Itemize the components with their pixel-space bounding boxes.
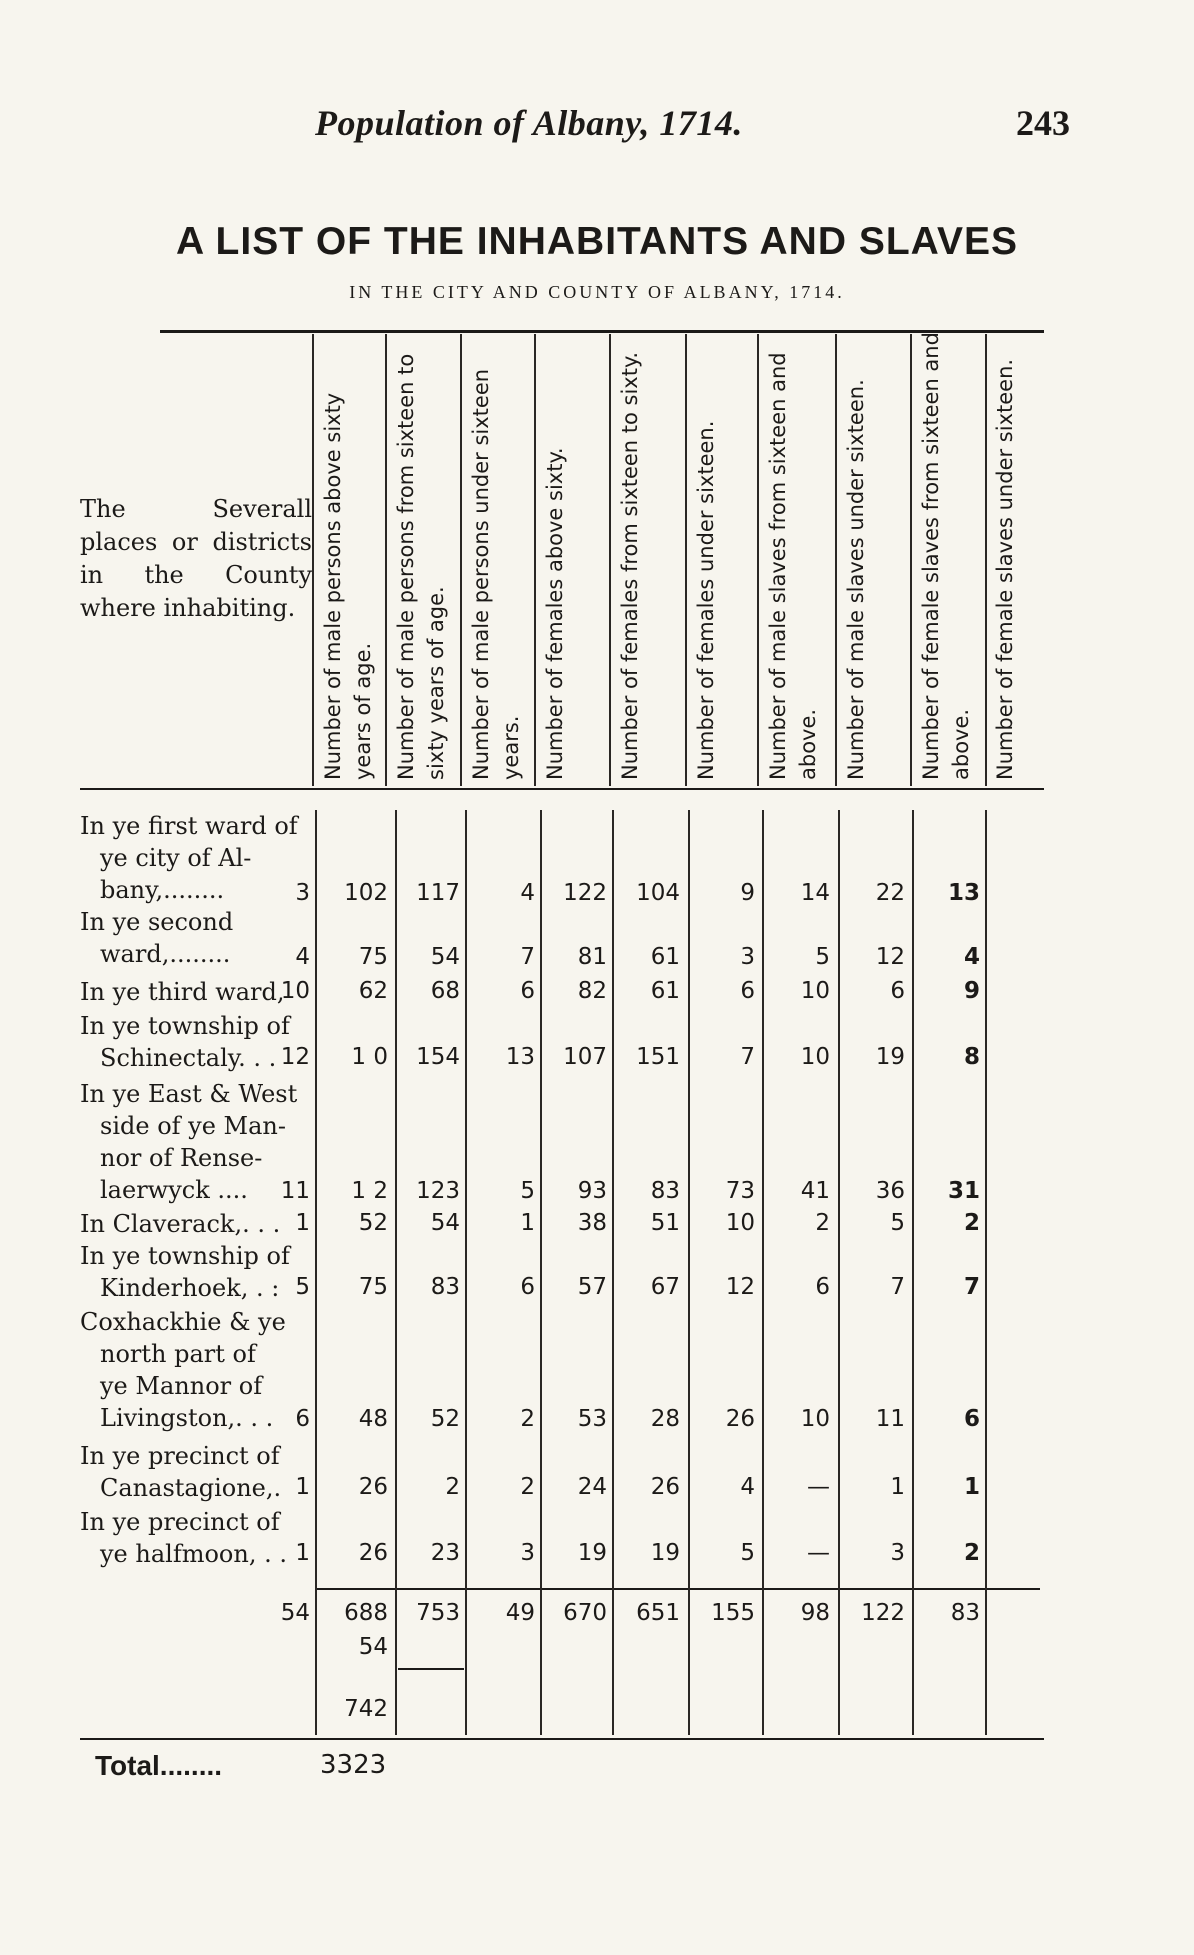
- row-label-line: In ye second: [80, 908, 234, 936]
- column-divider: [757, 334, 759, 786]
- table-cell: 75: [358, 944, 388, 970]
- table-cell: 75: [358, 1274, 388, 1300]
- table-cell: 10: [800, 1406, 830, 1432]
- table-cell: —: [807, 1474, 830, 1500]
- table-cell: 36: [875, 1178, 905, 1204]
- header-rule: [80, 788, 1044, 790]
- table-cell: 9: [740, 880, 755, 906]
- table-cell: 53: [577, 1406, 607, 1432]
- table-cell: 93: [577, 1178, 607, 1204]
- table-cell: 2: [520, 1406, 535, 1432]
- table-cell: 123: [416, 1178, 460, 1204]
- table-cell: 4: [295, 944, 310, 970]
- table-cell: 5: [295, 1274, 310, 1300]
- table-cell: 10: [725, 1210, 755, 1236]
- table-cell: 5: [520, 1178, 535, 1204]
- table-cell: 1: [295, 1210, 310, 1236]
- column-divider: [612, 810, 614, 1735]
- table-cell: 52: [430, 1406, 460, 1432]
- table-cell: 6: [520, 978, 535, 1004]
- table-cell: 61: [650, 944, 680, 970]
- column-divider: [315, 810, 317, 1735]
- table-cell: 3: [295, 880, 310, 906]
- row-label-line: bany,........: [100, 876, 225, 904]
- grand-total-value: 3323: [320, 1750, 387, 1780]
- row-label-line: ward,........: [100, 940, 231, 968]
- table-cell: 2: [445, 1474, 460, 1500]
- table-cell: 1: [520, 1210, 535, 1236]
- column-divider: [395, 810, 397, 1735]
- table-cell: 7: [890, 1274, 905, 1300]
- table-cell: 83: [430, 1274, 460, 1300]
- table-cell: 51: [650, 1210, 680, 1236]
- column-divider: [912, 810, 914, 1735]
- column-divider: [985, 810, 987, 1735]
- table-cell: 10: [280, 978, 310, 1004]
- table-cell: 54: [430, 1210, 460, 1236]
- column-divider: [312, 334, 314, 786]
- page-number: 243: [1016, 103, 1070, 143]
- column-header: Number of females from sixteen to sixty.: [618, 351, 642, 780]
- table-cell: 107: [563, 1044, 607, 1070]
- row-label-line: In ye East & West: [80, 1080, 298, 1108]
- row-label-line: In ye precinct of: [80, 1508, 280, 1536]
- top-rule: [160, 330, 1044, 333]
- table-cell: 7: [520, 944, 535, 970]
- table-cell: 5: [890, 1210, 905, 1236]
- row-label-line: In ye first ward of: [80, 812, 298, 840]
- table-cell: 8: [963, 1044, 980, 1070]
- column-total: 155: [711, 1600, 755, 1626]
- table-cell: 12: [875, 944, 905, 970]
- column-total: 98: [800, 1600, 830, 1626]
- table-cell: 26: [358, 1474, 388, 1500]
- table-cell: 73: [725, 1178, 755, 1204]
- row-label-line: Coxhackhie & ye: [80, 1308, 286, 1336]
- table-cell: 26: [725, 1406, 755, 1432]
- table-cell: 12: [725, 1274, 755, 1300]
- table-cell: 6: [740, 978, 755, 1004]
- column-header: Number of male persons from sixteen to sixty years of age.: [394, 353, 448, 780]
- table-cell: 23: [430, 1540, 460, 1566]
- table-cell: 11: [875, 1406, 905, 1432]
- row-label-line: Livingston,. . .: [100, 1404, 274, 1432]
- row-label-line: Kinderhoek, . :: [100, 1274, 280, 1302]
- row-label-line: In ye township of: [80, 1242, 290, 1270]
- table-cell: 4: [740, 1474, 755, 1500]
- table-cell: 1: [295, 1474, 310, 1500]
- table-cell: 54: [430, 944, 460, 970]
- table-cell: 4: [520, 880, 535, 906]
- table-cell: 7: [963, 1274, 980, 1300]
- table-cell: —: [807, 1540, 830, 1566]
- table-cell: 5: [815, 944, 830, 970]
- table-cell: 2: [963, 1540, 980, 1566]
- table-cell: 38: [577, 1210, 607, 1236]
- table-cell: 102: [344, 880, 388, 906]
- row-label-line: Schinectaly. . .: [100, 1044, 277, 1072]
- table-subtitle: IN THE CITY AND COUNTY OF ALBANY, 1714.: [349, 282, 845, 302]
- table-cell: 31: [947, 1178, 980, 1204]
- row-label-line: In ye precinct of: [80, 1442, 280, 1470]
- table-cell: 104: [636, 880, 680, 906]
- table-cell: 19: [650, 1540, 680, 1566]
- column-total: 670: [563, 1600, 607, 1626]
- row-label-line: Canastagione,.: [100, 1474, 282, 1502]
- table-cell: 7: [740, 1044, 755, 1070]
- table-cell: 6: [815, 1274, 830, 1300]
- column-divider: [910, 334, 912, 786]
- column-divider: [838, 810, 840, 1735]
- column-total: 49: [505, 1600, 535, 1626]
- row-label-line: north part of: [100, 1340, 256, 1368]
- table-cell: 2: [520, 1474, 535, 1500]
- column-header: Number of female slaves under sixteen.: [993, 358, 1017, 780]
- column-total: 83: [950, 1600, 980, 1626]
- grand-total-label: Total........: [95, 1750, 223, 1781]
- table-cell: 1 0: [351, 1044, 388, 1070]
- table-cell: 4: [963, 944, 980, 970]
- table-cell: 28: [650, 1406, 680, 1432]
- table-cell: 68: [430, 978, 460, 1004]
- table-cell: 57: [577, 1274, 607, 1300]
- stub-header: The Severall places or districts in the County where inhabiting.: [80, 495, 312, 622]
- row-label-line: ye city of Al-: [100, 844, 252, 872]
- row-label-line: In Claverack,. . .: [80, 1210, 281, 1238]
- row-label-line: In ye third ward,: [80, 978, 285, 1006]
- table-cell: 26: [650, 1474, 680, 1500]
- table-cell: 11: [280, 1178, 310, 1204]
- column-divider: [685, 334, 687, 786]
- table-cell: 1: [890, 1474, 905, 1500]
- column-divider: [609, 334, 611, 786]
- adjustment-subtracted: 54: [358, 1634, 388, 1660]
- row-label-line: ye Mannor of: [100, 1372, 263, 1400]
- page-header: [80, 102, 1080, 152]
- running-title: Population of Albany, 1714.: [315, 103, 743, 143]
- table-cell: 19: [875, 1044, 905, 1070]
- adjustment-result: 742: [344, 1696, 388, 1722]
- adjustment-rule: [398, 1668, 464, 1670]
- column-total: 122: [861, 1600, 905, 1626]
- column-header: Number of male persons under sixteen years.: [469, 368, 523, 780]
- column-divider: [534, 334, 536, 786]
- column-divider: [762, 810, 764, 1735]
- table-cell: 22: [875, 880, 905, 906]
- column-divider: [465, 810, 467, 1735]
- column-header: Number of females under sixteen.: [694, 420, 718, 780]
- table-cell: 12: [280, 1044, 310, 1070]
- table-cell: 3: [740, 944, 755, 970]
- row-label-line: side of ye Man-: [100, 1112, 286, 1140]
- table-cell: 10: [800, 1044, 830, 1070]
- table-cell: 6: [963, 1406, 980, 1432]
- bottom-rule: [80, 1738, 1044, 1740]
- table-cell: 1: [295, 1540, 310, 1566]
- column-total: 651: [636, 1600, 680, 1626]
- table-cell: 6: [520, 1274, 535, 1300]
- table-cell: 67: [650, 1274, 680, 1300]
- table-cell: 9: [963, 978, 980, 1004]
- table-cell: 151: [636, 1044, 680, 1070]
- column-divider: [460, 334, 462, 786]
- totals-rule: [315, 1588, 1040, 1590]
- column-total: 688: [344, 1600, 388, 1626]
- table-cell: 1: [963, 1474, 980, 1500]
- column-divider: [540, 810, 542, 1735]
- table-cell: 83: [650, 1178, 680, 1204]
- column-header: Number of male slaves under sixteen.: [844, 379, 868, 780]
- column-total: 54: [280, 1600, 310, 1626]
- table-cell: 62: [358, 978, 388, 1004]
- table-title: A LIST OF THE INHABITANTS AND SLAVES: [176, 220, 1018, 263]
- table-cell: 19: [577, 1540, 607, 1566]
- table-cell: 52: [358, 1210, 388, 1236]
- table-cell: 13: [947, 880, 980, 906]
- row-label-line: In ye township of: [80, 1012, 290, 1040]
- row-label-line: nor of Rense-: [100, 1144, 263, 1172]
- column-divider: [835, 334, 837, 786]
- table-cell: 10: [800, 978, 830, 1004]
- table-cell: 2: [963, 1210, 980, 1236]
- column-total: 753: [416, 1600, 460, 1626]
- table-cell: 154: [416, 1044, 460, 1070]
- table-cell: 6: [295, 1406, 310, 1432]
- table-cell: 82: [577, 978, 607, 1004]
- column-header: Number of females above sixty.: [543, 447, 567, 780]
- column-divider: [985, 334, 987, 786]
- table-cell: 48: [358, 1406, 388, 1432]
- table-cell: 2: [815, 1210, 830, 1236]
- table-cell: 6: [890, 978, 905, 1004]
- table-cell: 14: [800, 880, 830, 906]
- table-cell: 26: [358, 1540, 388, 1566]
- table-cell: 3: [890, 1540, 905, 1566]
- column-divider: [688, 810, 690, 1735]
- table-cell: 1 2: [351, 1178, 388, 1204]
- column-header: Number of male persons above sixty years of age.: [321, 392, 375, 780]
- table-cell: 5: [740, 1540, 755, 1566]
- table-cell: 117: [416, 880, 460, 906]
- row-label-line: laerwyck ....: [100, 1176, 248, 1204]
- row-label-line: ye halfmoon, . .: [100, 1540, 287, 1568]
- table-cell: 24: [577, 1474, 607, 1500]
- table-cell: 61: [650, 978, 680, 1004]
- column-header: Number of male slaves from sixteen and above.: [766, 352, 820, 780]
- table-cell: 13: [505, 1044, 535, 1070]
- table-cell: 122: [563, 880, 607, 906]
- table-cell: 41: [800, 1178, 830, 1204]
- column-divider: [385, 334, 387, 786]
- table-cell: 3: [520, 1540, 535, 1566]
- table-cell: 81: [577, 944, 607, 970]
- column-header: Number of female slaves from sixteen and above.: [919, 332, 973, 780]
